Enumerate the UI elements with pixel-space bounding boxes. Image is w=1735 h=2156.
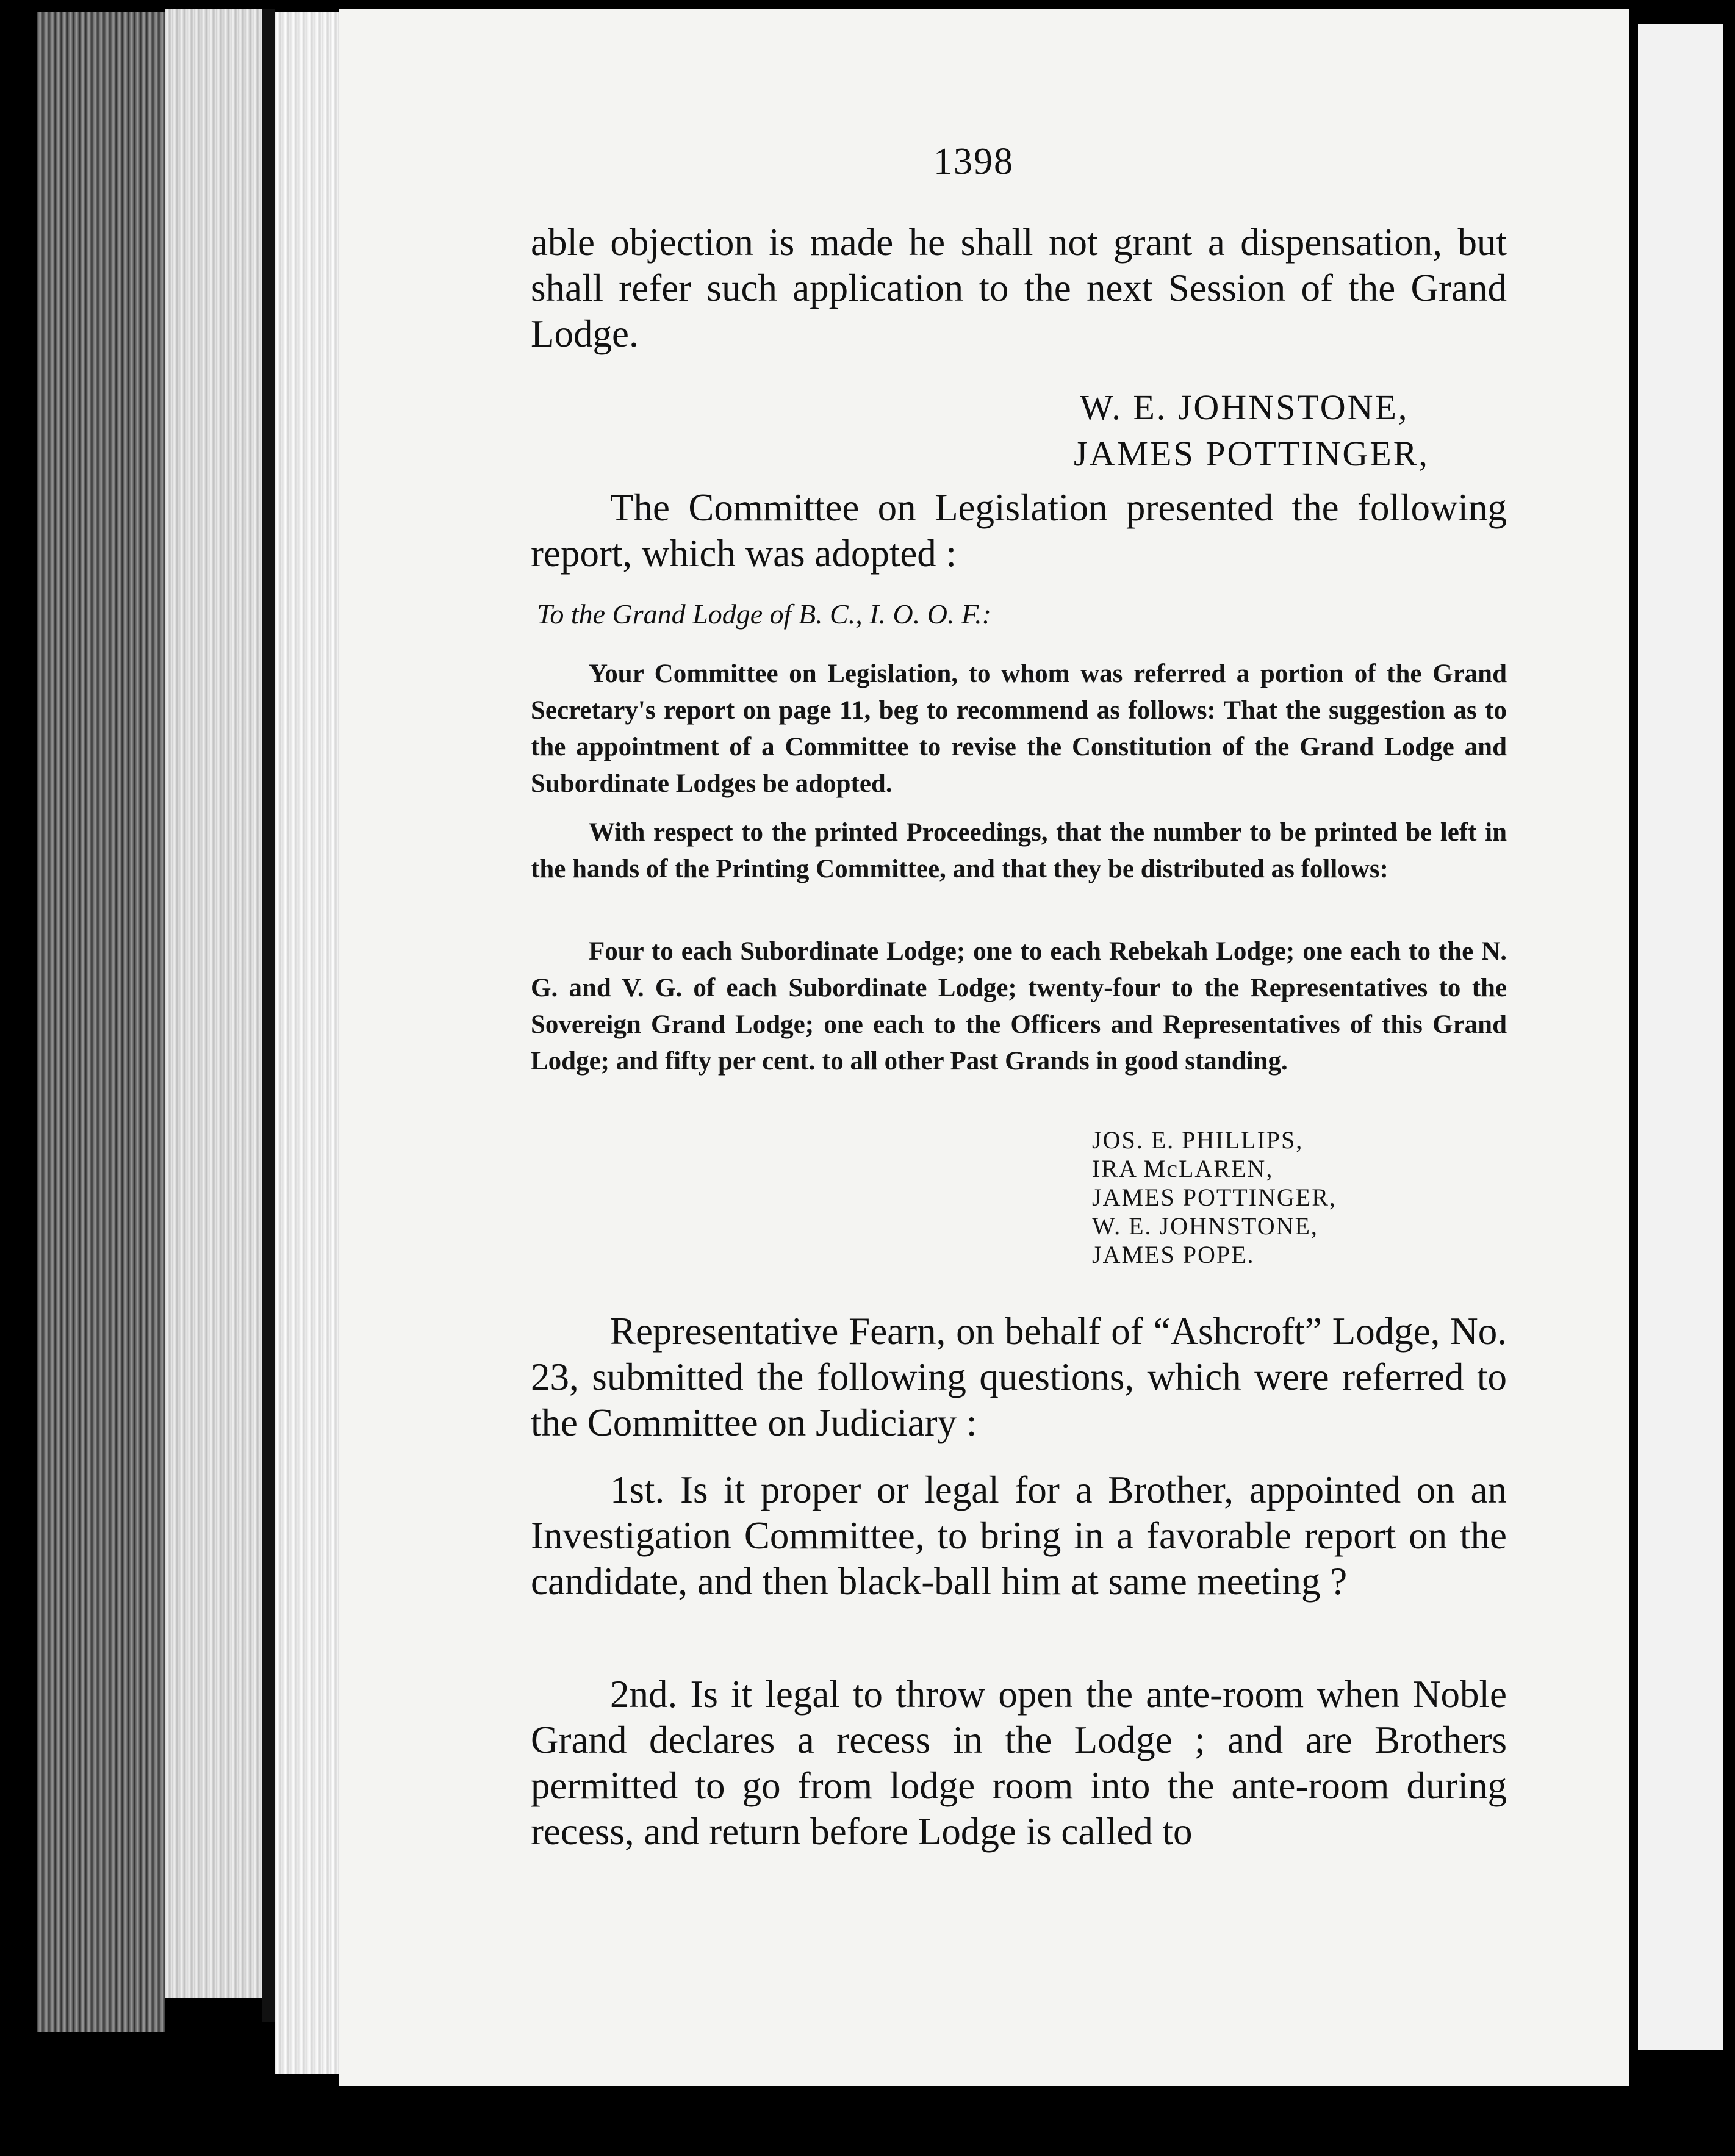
fearn-paragraph xyxy=(531,1309,1507,1446)
report-salutation: To the Grand Lodge of B. C., I. O. O. F.: xyxy=(537,598,991,630)
signature-block-1 xyxy=(1074,384,1429,477)
right-page-border xyxy=(1630,24,1639,2050)
legislation-intro-text: The Committee on Legislation presented the following report, which was adopted : xyxy=(531,486,1507,575)
page-edges-light xyxy=(275,12,342,2074)
page-number: 1398 xyxy=(933,141,1014,182)
report-paragraph xyxy=(531,814,1507,888)
gutter-shadow xyxy=(262,9,275,2022)
signature-line: JAMES POPE. xyxy=(1092,1241,1255,1268)
signature-line: JAMES POTTINGER, xyxy=(1092,1184,1337,1211)
page-edges-mid xyxy=(165,9,262,1998)
report-paragraph-text: Four to each Subordinate Lodge; one to each Rebekah Lodge; one each to the N. G. and V. G. of each Subordinate Lodge; twenty-four to the Representatives to the Sovereign Grand Lodge; one each to the Officers and Representatives of this Grand Lodge; and fifty per cent. to all other Past Grands in good standing. xyxy=(531,937,1507,1076)
question-2 xyxy=(531,1672,1507,1855)
report-paragraph-text: With respect to the printed Proceedings, that the number to be printed be left in the hands of the Printing Committee, and that they be distributed as follows: xyxy=(531,818,1507,883)
signature-line: IRA McLAREN, xyxy=(1092,1155,1274,1182)
question-1 xyxy=(531,1467,1507,1604)
legislation-intro xyxy=(531,485,1507,577)
report-paragraph xyxy=(531,656,1507,802)
fearn-paragraph-text: Representative Fearn, on behalf of “Ashcroft” Lodge, No. 23, submitted the following questions, which were referred to the Committee on Judiciary : xyxy=(531,1310,1507,1444)
report-paragraph xyxy=(531,933,1507,1080)
question-1-text: 1st. Is it proper or legal for a Brother, appointed on an Investigation Committee, to bring in a favorable report on the candidate, and then black-ball him at same meeting ? xyxy=(531,1468,1507,1603)
signature-block-2 xyxy=(1092,1126,1337,1269)
signature-line: W. E. JOHNSTONE, xyxy=(1092,1212,1318,1240)
top-paragraph: able objection is made he shall not grant a dispensation, but shall refer such application to the next Session of the Grand Lodge. xyxy=(531,221,1507,355)
signature-line: JOS. E. PHILLIPS, xyxy=(1092,1126,1304,1154)
page-edges-dark xyxy=(37,12,165,2032)
question-2-text: 2nd. Is it legal to throw open the ante-room when Noble Grand declares a recess in the Lodge ; and are Brothers permitted to go from lodge room into the ante-room during recess, and return before Lodge is called to xyxy=(531,1673,1507,1853)
signature-line: W. E. JOHNSTONE, xyxy=(1080,387,1409,427)
report-paragraph-text: Your Committee on Legislation, to whom was referred a portion of the Grand Secretary's report on page 11, beg to recommend as follows: That the suggestion as to the appointment of a Committee to revise the Constitution of the Grand Lodge and Subordinate Lodges be adopted. xyxy=(531,659,1507,798)
signature-line: JAMES POTTINGER, xyxy=(1074,434,1429,473)
facing-page-edge xyxy=(1638,24,1723,2050)
